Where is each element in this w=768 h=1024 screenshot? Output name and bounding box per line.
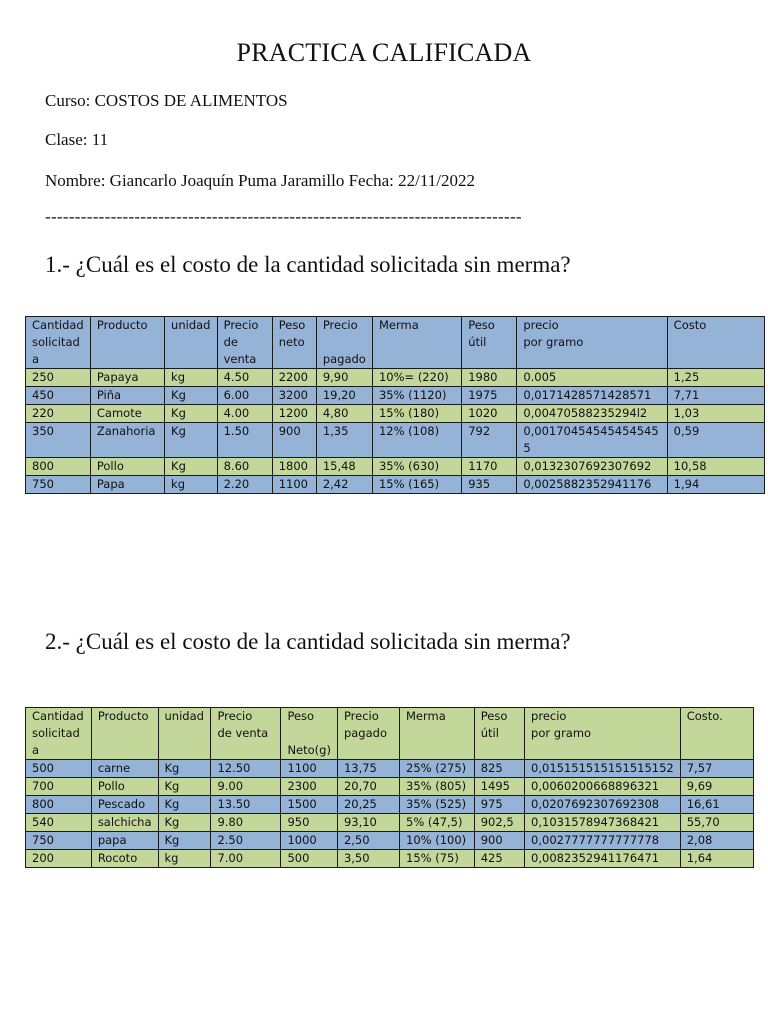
table-cell: papa: [91, 832, 158, 850]
table-cell: Papaya: [90, 369, 164, 387]
table-cell: 1500: [281, 796, 338, 814]
table-cell: 500: [281, 850, 338, 868]
table-cell: 35% (525): [400, 796, 475, 814]
table-cell: Kg: [165, 423, 218, 458]
column-header: Precio de venta: [211, 708, 281, 760]
course-line: Curso: COSTOS DE ALIMENTOS: [45, 91, 288, 110]
table-cell: 93,10: [337, 814, 399, 832]
table-cell: 0,001704545454545455: [517, 423, 667, 458]
table-cell: 2,50: [337, 832, 399, 850]
column-header: Peso neto: [272, 317, 316, 369]
table-cell: kg: [165, 476, 218, 494]
table-cell: 2.20: [217, 476, 272, 494]
table-cell: 0,015151515151515152: [525, 760, 681, 778]
table-cell: 7.00: [211, 850, 281, 868]
table-cell: 35% (1120): [372, 387, 461, 405]
table-row: [26, 778, 754, 796]
table-cell: 10% (100): [400, 832, 475, 850]
table-cell: 3200: [272, 387, 316, 405]
table-cell: 12% (108): [372, 423, 461, 458]
table-cell: Kg: [165, 405, 218, 423]
table-cell: kg: [158, 850, 211, 868]
table-cell: 350: [26, 423, 91, 458]
table-cell: 1,03: [667, 405, 764, 423]
table-cell: 5% (47,5): [400, 814, 475, 832]
table-cell: 15% (180): [372, 405, 461, 423]
table-cell: 10,58: [667, 458, 764, 476]
table-cell: 6.00: [217, 387, 272, 405]
table-cell: 750: [26, 832, 92, 850]
table-cell: kg: [165, 369, 218, 387]
table-cell: 220: [26, 405, 91, 423]
table-cell: Zanahoria: [90, 423, 164, 458]
table-row: [26, 760, 754, 778]
table-cell: 1,94: [667, 476, 764, 494]
table-cell: 20,70: [337, 778, 399, 796]
page-title: PRACTICA CALIFICADA: [236, 38, 532, 67]
table-cell: 0,0082352941176471: [525, 850, 681, 868]
table-cell: Rocoto: [91, 850, 158, 868]
table-cell: 792: [462, 423, 517, 458]
table-cell: 0,0025882352941176: [517, 476, 667, 494]
table-cell: 0,0207692307692308: [525, 796, 681, 814]
table-row: [26, 814, 754, 832]
table-header-row: [26, 317, 765, 369]
column-header: Producto: [90, 317, 164, 369]
table-cell: 1,35: [316, 423, 372, 458]
table-cell: 1100: [272, 476, 316, 494]
table-cell: 1,25: [667, 369, 764, 387]
table-cell: 1000: [281, 832, 338, 850]
column-header: unidad: [165, 317, 218, 369]
table-cell: 1.50: [217, 423, 272, 458]
column-header: precio por gramo: [525, 708, 681, 760]
table-cell: 1980: [462, 369, 517, 387]
column-header: Costo.: [680, 708, 753, 760]
table-cell: 9.80: [211, 814, 281, 832]
table-cell: 35% (805): [400, 778, 475, 796]
table-cell: 935: [462, 476, 517, 494]
column-header: Precio pagado: [316, 317, 372, 369]
cost-table-1: [25, 316, 765, 494]
column-header: Peso útil: [462, 317, 517, 369]
table-cell: 10%= (220): [372, 369, 461, 387]
separator-line: --------------------------------------------------------------------------------: [45, 207, 522, 226]
table-cell: 2300: [281, 778, 338, 796]
table-cell: 0,59: [667, 423, 764, 458]
table-cell: 975: [474, 796, 524, 814]
table-cell: 13.50: [211, 796, 281, 814]
table-cell: Pescado: [91, 796, 158, 814]
table-cell: 540: [26, 814, 92, 832]
table-cell: 200: [26, 850, 92, 868]
table-cell: salchicha: [91, 814, 158, 832]
table-cell: 19,20: [316, 387, 372, 405]
table-cell: 4.50: [217, 369, 272, 387]
name-date-line: Nombre: Giancarlo Joaquín Puma Jaramillo Fecha: 22/11/2022: [45, 171, 475, 190]
table-cell: 0,0060200668896321: [525, 778, 681, 796]
table-cell: Piña: [90, 387, 164, 405]
table-cell: 2,42: [316, 476, 372, 494]
column-header: precio por gramo: [517, 317, 667, 369]
column-header: unidad: [158, 708, 211, 760]
column-header: Precio de venta: [217, 317, 272, 369]
cost-table-2: [25, 707, 754, 868]
table-cell: Kg: [158, 760, 211, 778]
table-cell: 3,50: [337, 850, 399, 868]
table-cell: 1020: [462, 405, 517, 423]
table-header-row: [26, 708, 754, 760]
table-row: [26, 796, 754, 814]
table-cell: 902,5: [474, 814, 524, 832]
column-header: Peso Neto(g): [281, 708, 338, 760]
column-header: Cantidad solicitad a: [26, 708, 92, 760]
table-cell: Kg: [158, 832, 211, 850]
table-row: [26, 369, 765, 387]
table-cell: Kg: [165, 387, 218, 405]
table-cell: 500: [26, 760, 92, 778]
question-2: 2.- ¿Cuál es el costo de la cantidad solicitada sin merma?: [45, 629, 571, 654]
table-row: [26, 405, 765, 423]
table-cell: Kg: [158, 778, 211, 796]
column-header: Merma: [372, 317, 461, 369]
table-cell: 800: [26, 458, 91, 476]
table-cell: 1800: [272, 458, 316, 476]
table-cell: 55,70: [680, 814, 753, 832]
table-cell: 12.50: [211, 760, 281, 778]
table-cell: Kg: [165, 458, 218, 476]
table-row: [26, 387, 765, 405]
table-cell: 2,08: [680, 832, 753, 850]
table-cell: carne: [91, 760, 158, 778]
column-header: Costo: [667, 317, 764, 369]
table-cell: 15,48: [316, 458, 372, 476]
table-cell: 425: [474, 850, 524, 868]
table-cell: 1100: [281, 760, 338, 778]
table-cell: 25% (275): [400, 760, 475, 778]
class-line: Clase: 11: [45, 130, 109, 149]
table-cell: 20,25: [337, 796, 399, 814]
table-cell: 800: [26, 796, 92, 814]
table-cell: 7,71: [667, 387, 764, 405]
table-cell: 35% (630): [372, 458, 461, 476]
table-cell: 0,00470588235294l2: [517, 405, 667, 423]
column-header: Merma: [400, 708, 475, 760]
table-row: [26, 850, 754, 868]
table-cell: 16,61: [680, 796, 753, 814]
table-cell: 4.00: [217, 405, 272, 423]
table-row: [26, 832, 754, 850]
table-cell: 13,75: [337, 760, 399, 778]
table-row: [26, 423, 765, 458]
table-row: [26, 458, 765, 476]
table-cell: Papa: [90, 476, 164, 494]
table-cell: 0,1031578947368421: [525, 814, 681, 832]
table-cell: 450: [26, 387, 91, 405]
table-cell: 0,0171428571428571: [517, 387, 667, 405]
table-cell: 0,0027777777777778: [525, 832, 681, 850]
table-cell: 1200: [272, 405, 316, 423]
table-cell: 825: [474, 760, 524, 778]
table-cell: 8.60: [217, 458, 272, 476]
table-cell: Camote: [90, 405, 164, 423]
table-cell: 15% (165): [372, 476, 461, 494]
table-cell: 2.50: [211, 832, 281, 850]
table-cell: Kg: [158, 796, 211, 814]
table-cell: 9,90: [316, 369, 372, 387]
table-cell: 750: [26, 476, 91, 494]
table-cell: 950: [281, 814, 338, 832]
table-cell: 1,64: [680, 850, 753, 868]
table-cell: 4,80: [316, 405, 372, 423]
table-cell: 1170: [462, 458, 517, 476]
question-1: 1.- ¿Cuál es el costo de la cantidad solicitada sin merma?: [45, 252, 571, 277]
table-cell: 1495: [474, 778, 524, 796]
table-cell: 900: [474, 832, 524, 850]
table-cell: 2200: [272, 369, 316, 387]
table-cell: 700: [26, 778, 92, 796]
column-header: Cantidad solicitad a: [26, 317, 91, 369]
table-cell: 0.005: [517, 369, 667, 387]
table-cell: Pollo: [91, 778, 158, 796]
table-cell: 9.00: [211, 778, 281, 796]
column-header: Peso útil: [474, 708, 524, 760]
column-header: Producto: [91, 708, 158, 760]
table-cell: 1975: [462, 387, 517, 405]
table-cell: 250: [26, 369, 91, 387]
table-cell: 0,0132307692307692: [517, 458, 667, 476]
table-cell: 9,69: [680, 778, 753, 796]
table-cell: 15% (75): [400, 850, 475, 868]
table-row: [26, 476, 765, 494]
column-header: Precio pagado: [337, 708, 399, 760]
table-cell: Pollo: [90, 458, 164, 476]
table-cell: Kg: [158, 814, 211, 832]
table-cell: 7,57: [680, 760, 753, 778]
table-cell: 900: [272, 423, 316, 458]
